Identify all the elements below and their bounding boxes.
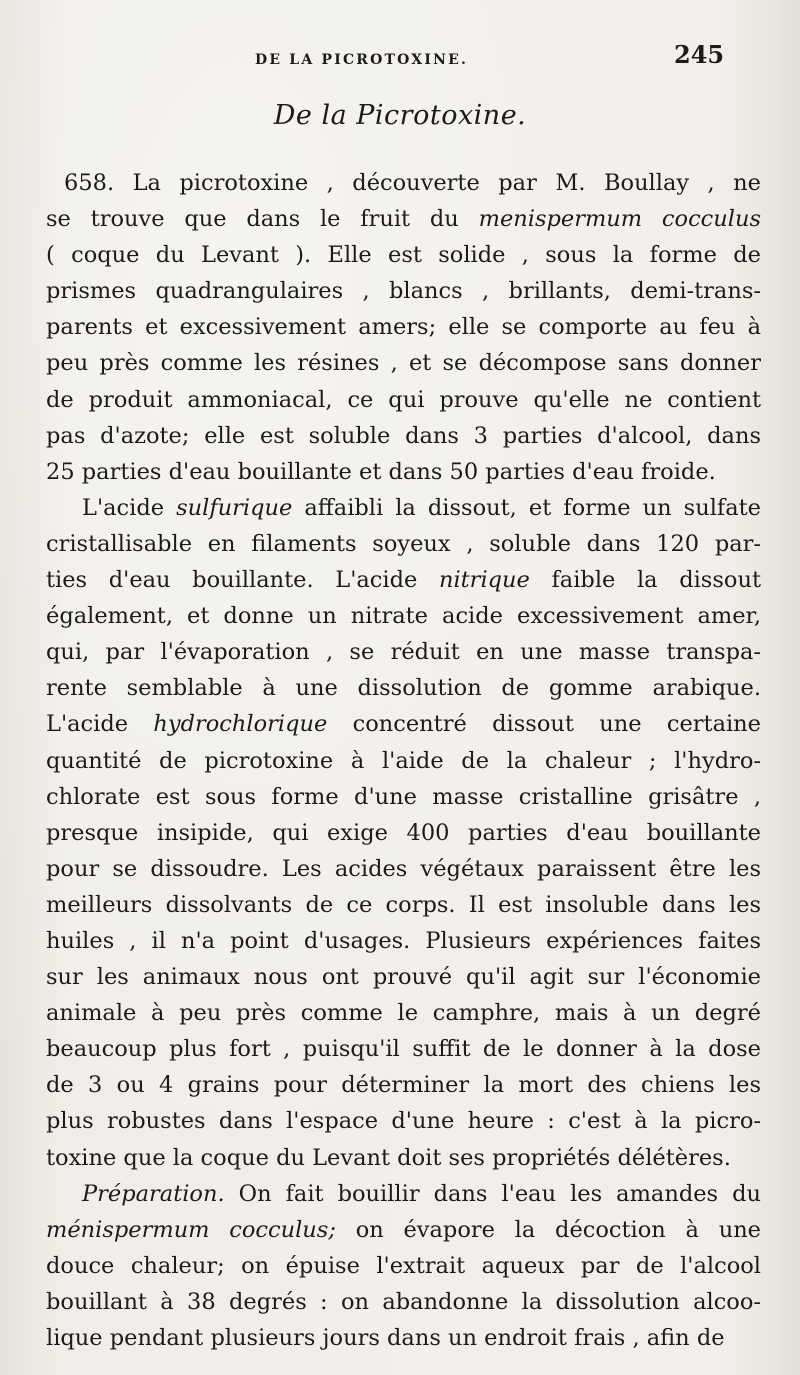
section-title: De la Picrotoxine.	[273, 100, 527, 131]
text-run: sur les animaux nous ont prouvé qu'il agit sur l'économie	[46, 964, 761, 991]
text-line	[46, 1140, 761, 1176]
text-line	[46, 562, 761, 598]
text-line	[46, 526, 761, 562]
italic-text: menispermum cocculus	[478, 206, 762, 233]
text-line	[46, 309, 761, 345]
text-line	[46, 706, 761, 742]
text-run: également, et donne un nitrate acide excessivement amer,	[46, 603, 761, 630]
text-line	[46, 1320, 761, 1356]
text-line	[46, 598, 761, 634]
text-line	[46, 237, 761, 273]
text-run: rente semblable à une dissolution de gomme arabique.	[46, 675, 761, 702]
text-line	[46, 851, 761, 887]
text-line	[46, 1176, 761, 1212]
text-run: L'acide	[46, 711, 154, 738]
text-line	[46, 959, 761, 995]
text-line	[46, 418, 761, 454]
text-run: pas d'azote; elle est soluble dans 3 parties d'alcool, dans	[46, 422, 761, 449]
text-line	[46, 743, 761, 779]
text-run: ties d'eau bouillante. L'acide	[46, 567, 439, 594]
body-text	[46, 165, 761, 1356]
text-line	[46, 490, 761, 526]
text-run: L'acide	[82, 494, 177, 521]
text-run: de 3 ou 4 grains pour déterminer la mort des chiens les	[46, 1072, 761, 1099]
text-line	[46, 454, 761, 490]
text-line	[46, 887, 761, 923]
text-run: faible la dissout	[529, 567, 761, 594]
text-run: toxine que la coque du Levant doit ses propriétés délétères.	[46, 1144, 731, 1171]
text-line	[46, 382, 761, 418]
text-line	[46, 1284, 761, 1320]
text-line	[46, 273, 761, 309]
running-title: DE LA PICROTOXINE.	[255, 52, 469, 68]
text-run: cristallisable en filaments soyeux , soluble dans 120 par-	[46, 530, 761, 557]
text-run: qui, par l'évaporation , se réduit en une masse transpa-	[46, 639, 761, 666]
text-line	[46, 1067, 761, 1103]
text-run: prismes quadrangulaires , blancs , brillants, demi-trans-	[46, 278, 761, 305]
text-run: beaucoup plus fort , puisqu'il suffit de le donner à la dose	[46, 1036, 761, 1063]
text-line	[46, 1103, 761, 1139]
text-line	[46, 345, 761, 381]
text-line	[46, 1212, 761, 1248]
text-run: chlorate est sous forme d'une masse cristalline grisâtre ,	[46, 783, 761, 810]
text-line	[46, 995, 761, 1031]
text-run: de produit ammoniacal, ce qui prouve qu'elle ne contient	[46, 386, 761, 413]
text-run: affaibli la dissout, et forme un sulfate	[292, 494, 761, 521]
italic-text: nitrique	[438, 567, 530, 594]
text-line	[46, 815, 761, 851]
page-number: 245	[674, 40, 725, 69]
text-run: quantité de picrotoxine à l'aide de la chaleur ; l'hydro-	[46, 747, 761, 774]
text-run: on évapore la décoction à une	[335, 1216, 762, 1243]
text-run: On fait bouillir dans l'eau les amandes du	[224, 1180, 761, 1207]
text-run: 25 parties d'eau bouillante et dans 50 parties d'eau froide.	[46, 458, 716, 485]
text-run: plus robustes dans l'espace d'une heure : c'est à la picro-	[46, 1108, 761, 1135]
text-run: animale à peu près comme le camphre, mais à un degré	[46, 1000, 761, 1027]
text-run: lique pendant plusieurs jours dans un endroit frais , afin de	[46, 1325, 725, 1351]
text-run: peu près comme les résines , et se décompose sans donner	[46, 350, 761, 377]
text-line	[46, 670, 761, 706]
text-line	[46, 1031, 761, 1067]
text-run: douce chaleur; on épuise l'extrait aqueux par de l'alcool	[46, 1252, 761, 1279]
text-run: presque insipide, qui exige 400 parties d'eau bouillante	[46, 819, 761, 846]
italic-text: hydrochlorique	[153, 711, 328, 738]
text-run: meilleurs dissolvants de ce corps. Il est insoluble dans les	[46, 891, 761, 918]
running-head	[0, 40, 800, 74]
text-run: ( coque du Levant ). Elle est solide , sous la forme de	[46, 242, 761, 269]
text-line	[46, 923, 761, 959]
text-run: pour se dissoudre. Les acides végétaux paraissent être les	[46, 855, 761, 882]
text-run: concentré dissout une certaine	[327, 711, 761, 738]
text-run: 658. La picrotoxine , découverte par M. Boullay , ne	[64, 170, 761, 196]
text-run: se trouve que dans le fruit du	[46, 206, 479, 233]
italic-text: sulfurique	[176, 494, 293, 521]
text-run: huiles , il n'a point d'usages. Plusieurs expériences faites	[46, 927, 761, 954]
text-line	[46, 779, 761, 815]
italic-text: ménispermum cocculus;	[46, 1216, 336, 1243]
text-run: parents et excessivement amers; elle se comporte au feu à	[46, 314, 761, 341]
text-line	[46, 201, 761, 237]
text-run: bouillant à 38 degrés : on abandonne la dissolution alcoo-	[46, 1288, 761, 1315]
text-line	[46, 165, 761, 201]
text-line	[46, 1248, 761, 1284]
italic-text: Préparation.	[82, 1180, 225, 1207]
text-line	[46, 634, 761, 670]
